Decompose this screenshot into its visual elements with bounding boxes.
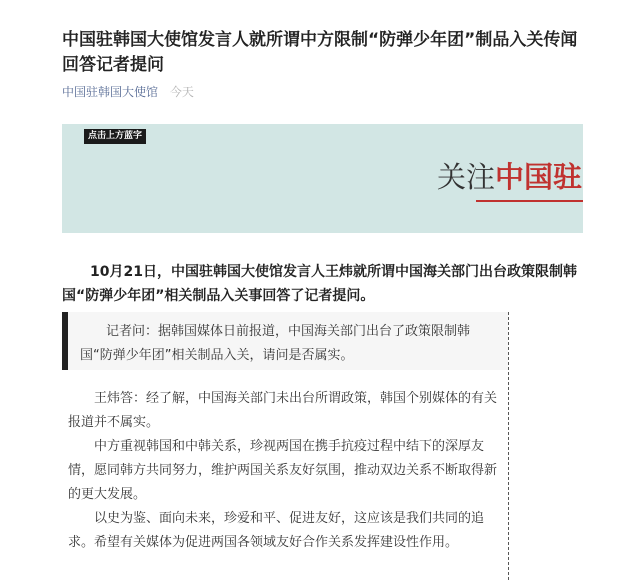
account-name-link[interactable]: 中国驻韩国大使馆: [62, 85, 159, 99]
banner-follow-text: [437, 158, 582, 196]
publish-date: 今天: [169, 85, 194, 99]
reporter-question-quote: [62, 312, 508, 370]
body-paragraph-3: 以史为鉴、面向未来，珍爱和平、促进友好，这应该是我们共同的追求。希望有关媒体为促进两国各领域友好合作关系发挥建设性作用。: [68, 511, 485, 550]
article-body: [62, 312, 509, 580]
article-title: 中国驻韩国大使馆发言人就所谓中方限制“防弹少年团”制品入关传闻回答记者提问: [62, 30, 578, 75]
banner-tag: 点击上方蓝字: [84, 129, 146, 144]
answer-text: [68, 387, 498, 555]
banner-follow-prefix: 关注: [437, 160, 496, 194]
article-meta: [62, 84, 194, 100]
lead-paragraph: 10月21日，中国驻韩国大使馆发言人王炜就所谓中国海关部门出台政策限制韩国“防弹少年团”相关制品入关事回答了记者提问。: [62, 264, 577, 304]
body-paragraph-1: 王炜答：经了解，中国海关部门未出台所谓政策，韩国个别媒体的有关报道并不属实。: [68, 391, 498, 430]
banner-follow-brand: 中国驻: [495, 160, 583, 194]
quote-text: 记者问：据韩国媒体日前报道，中国海关部门出台了政策限制韩国“防弹少年团”相关制品入关，请问是否属实。: [80, 324, 471, 363]
banner-underline: [476, 200, 583, 202]
follow-banner-image: [62, 124, 583, 233]
body-paragraph-2: 中方重视韩国和中韩关系，珍视两国在携手抗疫过程中结下的深厚友情，愿同韩方共同努力，维护两国关系友好氛围，推动双边关系不断取得新的更大发展。: [68, 439, 498, 502]
